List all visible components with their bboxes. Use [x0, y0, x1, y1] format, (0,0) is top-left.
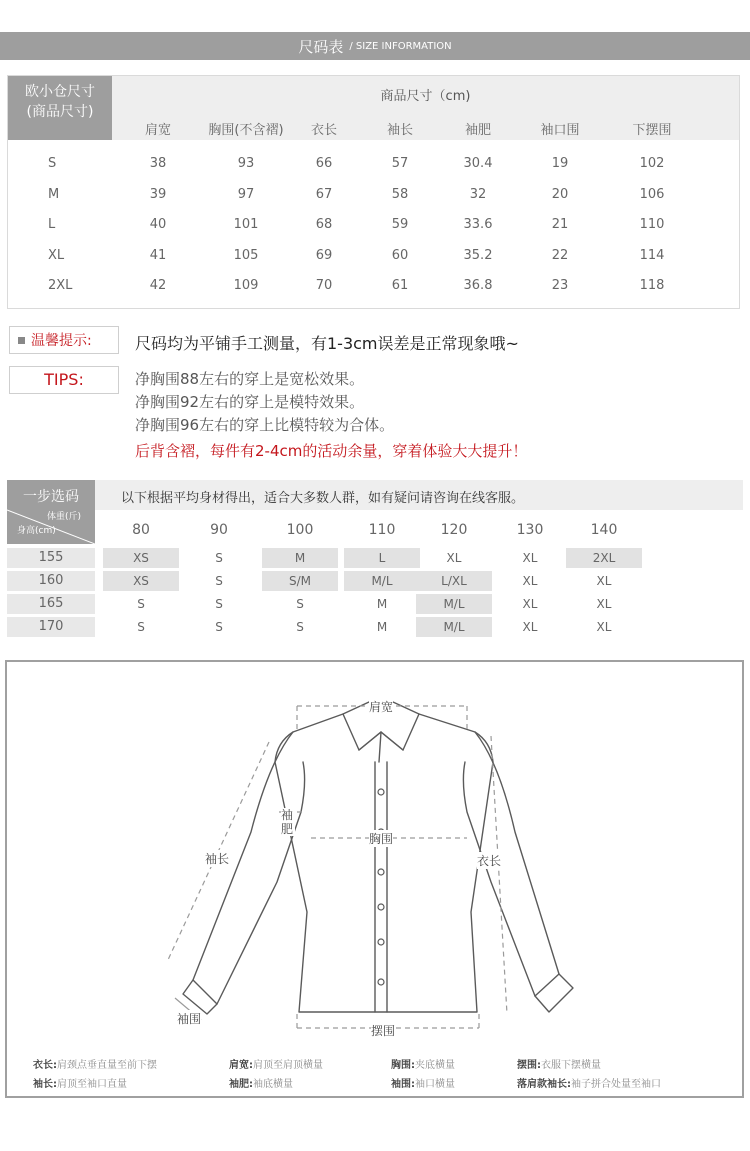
- size-table-cell: 58: [391, 186, 409, 202]
- size-table-cell: 70: [315, 278, 333, 293]
- cuff-label: 袖围: [177, 1012, 202, 1026]
- height-row-label: 165: [7, 594, 95, 614]
- recommended-size-cell: M: [376, 620, 388, 634]
- recommended-size-cell: XL: [522, 597, 538, 611]
- legend-desc: 袖子拼合处量至袖口: [571, 1079, 661, 1090]
- recommended-size-cell: M: [262, 548, 338, 568]
- size-table-cell: 67: [315, 186, 333, 202]
- size-row-label: M: [48, 186, 60, 202]
- size-table-cell: 97: [237, 186, 255, 202]
- tip-line-highlight: 后背含褶，每件有2-4cm的活动余量，穿着体验大大提升！: [135, 442, 528, 460]
- corner-label-line1: 欧小仓尺寸: [25, 84, 95, 100]
- legend-item: [229, 1056, 323, 1071]
- recommended-size-cell: XS: [103, 571, 179, 591]
- size-row-label: XL: [48, 247, 65, 263]
- size-table-cell: 42: [149, 278, 167, 293]
- size-table-cell: 60: [391, 247, 409, 263]
- legend-desc: 肩颈点垂直量至前下摆: [57, 1060, 157, 1071]
- weight-header: 120: [440, 522, 468, 538]
- notice-text: 尺码均为平铺手工测量，有1-3cm误差是正常现象哦~: [135, 334, 519, 353]
- size-table-cell: 57: [391, 156, 409, 171]
- legend-desc: 夹底横量: [415, 1060, 455, 1071]
- notice-tag: [9, 326, 119, 354]
- legend-item: [33, 1075, 127, 1090]
- size-table-cell: 30.4: [463, 156, 493, 171]
- size-row-label: L: [48, 217, 56, 232]
- legend-item: [391, 1075, 455, 1090]
- weight-header: 100: [286, 522, 314, 538]
- recommended-size-cell: S: [137, 620, 145, 634]
- recommend-title: 一步选码: [23, 489, 79, 505]
- weight-header: 90: [210, 522, 228, 538]
- size-column-header: 袖肥: [464, 123, 491, 138]
- recommended-size-cell: M: [376, 597, 388, 611]
- height-axis-label: 身高(cm): [17, 526, 56, 536]
- size-table-corner: [8, 76, 112, 140]
- legend-desc: 袖口横量: [415, 1079, 455, 1090]
- recommended-size-cell: XL: [522, 574, 538, 588]
- legend-desc: 衣服下摆横量: [541, 1060, 601, 1071]
- recommended-size-cell: S: [215, 620, 223, 634]
- recommended-size-cell: M/L: [344, 571, 420, 591]
- chest-label: 胸围: [369, 832, 394, 846]
- banner-title: 尺码表: [298, 37, 344, 56]
- size-column-header: 袖口围: [540, 123, 580, 138]
- body-length-label: 衣长: [477, 854, 502, 868]
- recommended-size-cell: S: [215, 574, 223, 588]
- legend-term: 胸围:: [391, 1060, 415, 1071]
- recommended-size-cell: XS: [103, 548, 179, 568]
- size-table-cell: 93: [237, 156, 255, 171]
- recommended-size-cell: S: [296, 620, 304, 634]
- size-table-cell: 32: [469, 186, 487, 202]
- recommended-size-cell: S: [215, 551, 223, 565]
- size-table-cell: 68: [315, 217, 333, 232]
- tip-line: 净胸围92左右的穿上是模特效果。: [135, 393, 365, 411]
- legend-term: 摆围:: [517, 1060, 541, 1071]
- size-table-cell: 36.8: [463, 278, 493, 293]
- legend-desc: 肩顶至袖口直量: [57, 1079, 127, 1090]
- size-row-label: 2XL: [48, 278, 73, 293]
- recommended-size-cell: L/XL: [416, 571, 492, 591]
- recommended-size-cell: L: [344, 548, 420, 568]
- tip-line: 净胸围96左右的穿上比模特较为合体。: [135, 416, 395, 434]
- recommended-size-cell: 2XL: [566, 548, 642, 568]
- size-column-header: 胸围(不含褶): [208, 123, 284, 138]
- legend-desc: 袖底横量: [253, 1079, 293, 1090]
- legend-term: 袖肥:: [229, 1079, 253, 1090]
- weight-header: 140: [590, 522, 618, 538]
- square-bullet-icon: [18, 337, 25, 344]
- size-table-cell: 19: [551, 156, 569, 171]
- recommended-size-cell: M/L: [416, 594, 492, 614]
- size-table-cell: 118: [639, 278, 665, 293]
- size-table-cell: 23: [551, 278, 569, 293]
- legend-term: 衣长:: [33, 1060, 57, 1071]
- legend-term: 肩宽:: [229, 1060, 253, 1071]
- recommended-size-cell: XL: [596, 597, 612, 611]
- recommended-size-cell: M/L: [416, 617, 492, 637]
- size-table-cell: 39: [149, 186, 167, 202]
- legend-item: [517, 1075, 661, 1090]
- size-table-cell: 22: [551, 247, 569, 263]
- recommended-size-cell: XL: [522, 551, 538, 565]
- corner-label-line2: (商品尺寸): [26, 104, 94, 120]
- recommended-size-cell: S/M: [262, 571, 338, 591]
- legend-item: [33, 1056, 157, 1071]
- size-table-cell: 69: [315, 247, 333, 263]
- recommended-size-cell: XL: [596, 574, 612, 588]
- recommend-header: [7, 480, 95, 544]
- size-table-cell: 105: [233, 247, 259, 263]
- size-row-label: S: [48, 156, 57, 171]
- size-table-cell: 106: [639, 186, 665, 202]
- weight-header: 80: [132, 522, 150, 538]
- size-column-header: 肩宽: [144, 123, 171, 138]
- size-column-header: 下摆围: [632, 123, 672, 138]
- legend-term: 袖长:: [33, 1079, 57, 1090]
- size-table-cell: 61: [391, 278, 409, 293]
- weight-header: 130: [516, 522, 544, 538]
- sleeve-length-label: 袖长: [205, 852, 230, 866]
- weight-header: 110: [368, 522, 396, 538]
- sleeve-width-label: 袖肥: [281, 808, 294, 836]
- size-unit-label: 商品尺寸（cm): [380, 89, 471, 104]
- recommended-size-cell: S: [296, 597, 304, 611]
- legend-item: [229, 1075, 293, 1090]
- hem-label: 摆围: [371, 1024, 396, 1038]
- size-table-cell: 101: [233, 217, 259, 232]
- height-row-label: 170: [7, 617, 95, 637]
- recommended-size-cell: XL: [446, 551, 462, 565]
- size-table-cell: 40: [149, 217, 167, 232]
- size-table-cell: 66: [315, 156, 333, 171]
- size-table-cell: 35.2: [463, 247, 493, 263]
- legend-term: 落肩款袖长:: [517, 1079, 571, 1090]
- size-table-cell: 20: [551, 186, 569, 202]
- size-table-cell: 21: [551, 217, 569, 232]
- legend-desc: 肩顶至肩顶横量: [253, 1060, 323, 1071]
- tip-line: 净胸围88左右的穿上是宽松效果。: [135, 370, 365, 388]
- measurement-diagram: [5, 660, 744, 1098]
- size-table-cell: 109: [233, 278, 259, 293]
- size-table-cell: 38: [149, 156, 167, 171]
- size-table-cell: 33.6: [463, 217, 493, 232]
- recommended-size-cell: XL: [522, 620, 538, 634]
- size-column-header: 衣长: [310, 123, 337, 138]
- size-table-cell: 41: [149, 247, 167, 263]
- weight-axis-label: 体重(斤): [47, 512, 82, 522]
- height-row-label: 155: [7, 548, 95, 568]
- size-table-cell: 110: [639, 217, 665, 232]
- notice-tag-label: 温馨提示:: [31, 333, 92, 349]
- size-table-cell: 102: [639, 156, 665, 171]
- size-column-header: 袖长: [386, 123, 413, 138]
- recommend-description: 以下根据平均身材得出，适合大多数人群，如有疑问请咨询在线客服。: [121, 491, 525, 506]
- size-table-cell: 114: [639, 247, 665, 263]
- banner-subtitle: / SIZE INFORMATION: [349, 40, 452, 52]
- shoulder-width-label: 肩宽: [369, 700, 394, 714]
- height-row-label: 160: [7, 571, 95, 591]
- legend-term: 袖围:: [391, 1079, 415, 1090]
- legend-item: [391, 1056, 455, 1071]
- recommended-size-cell: XL: [596, 620, 612, 634]
- title-banner: [0, 32, 750, 60]
- size-table: [7, 75, 740, 309]
- legend-item: [517, 1056, 601, 1071]
- tips-tag: TIPS:: [9, 366, 119, 394]
- recommended-size-cell: S: [137, 597, 145, 611]
- recommended-size-cell: S: [215, 597, 223, 611]
- size-table-cell: 59: [391, 217, 409, 232]
